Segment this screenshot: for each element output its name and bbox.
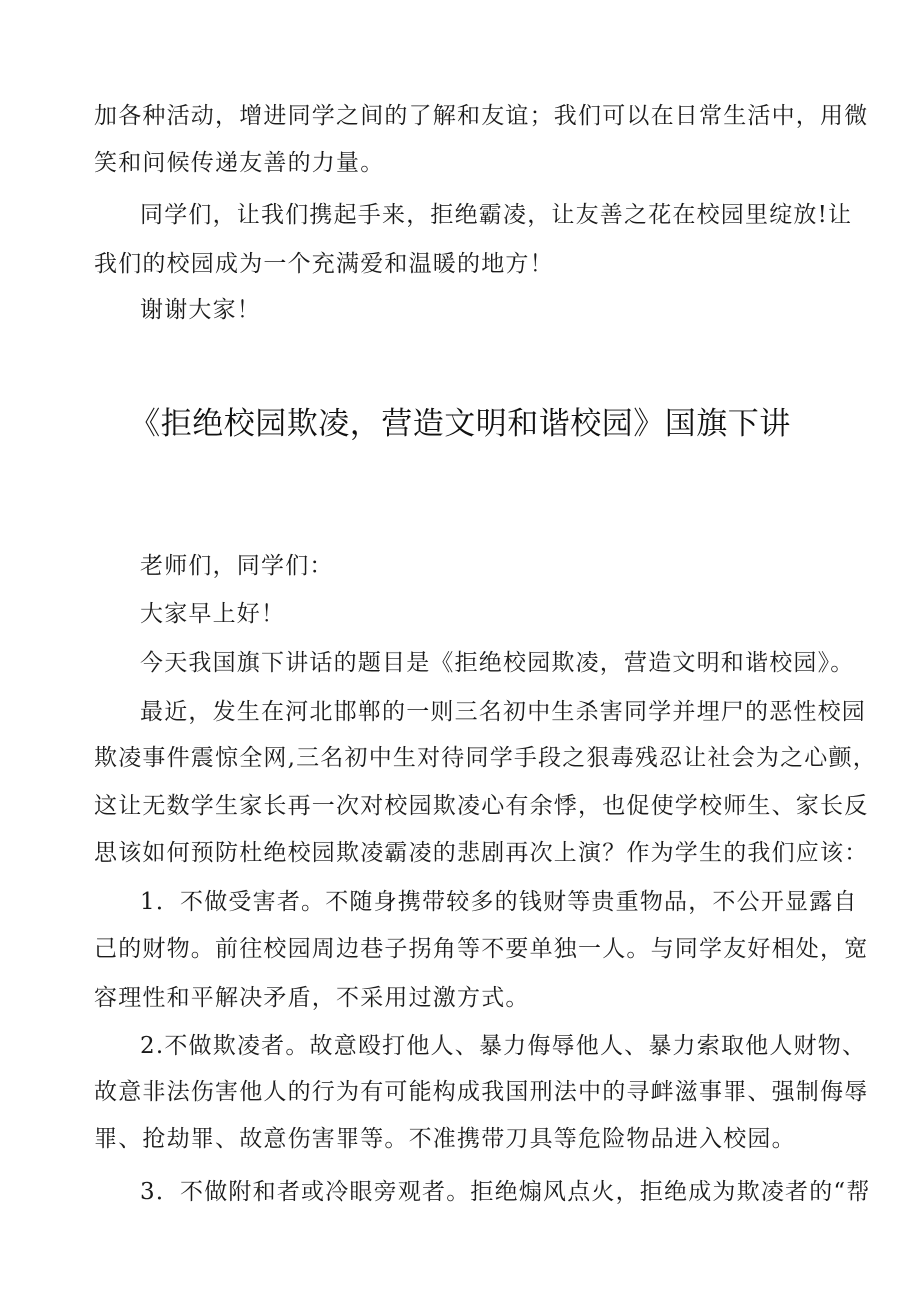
point-three-line: 3．不做附和者或冷眼旁观者。拒绝煽风点火，拒绝成为欺凌者的“帮	[140, 1179, 871, 1205]
point-two-line: 2.不做欺凌者。故意殴打他人、暴力侮辱他人、暴力索取他人财物、	[140, 1033, 867, 1059]
speech-title: 《拒绝校园欺凌，营造文明和谐校园》国旗下讲	[129, 406, 791, 442]
point-two-line: 故意非法伤害他人的行为有可能构成我国刑法中的寻衅滋事罪、强制侮辱	[94, 1079, 869, 1105]
closing-thanks: 谢谢大家！	[140, 297, 261, 323]
topic-line: 今天我国旗下讲话的题目是《拒绝校园欺凌，营造文明和谐校园》。	[140, 650, 855, 676]
paragraph-line: 笑和问候传递友善的力量。	[94, 150, 385, 176]
morning-greeting: 大家早上好！	[140, 601, 286, 627]
paragraph-line: 同学们，让我们携起手来，拒绝霸凌，让友善之花在校园里绽放!让	[140, 202, 853, 228]
point-two-line: 罪、抢劫罪、故意伤害罪等。不准携带刀具等危险物品进入校园。	[94, 1126, 796, 1152]
paragraph-line: 思该如何预防杜绝校园欺凌霸凌的悲剧再次上演？作为学生的我们应该：	[94, 840, 869, 866]
point-one-line: 1．不做受害者。不随身携带较多的钱财等贵重物品，不公开显露自	[140, 889, 858, 915]
point-one-line: 容理性和平解决矛盾，不采用过激方式。	[94, 985, 530, 1011]
point-one-line: 己的财物。前往校园周边巷子拐角等不要单独一人。与同学友好相处，宽	[94, 936, 869, 962]
paragraph-line: 我们的校园成为一个充满爱和温暖的地方！	[94, 251, 554, 277]
paragraph-line: 欺凌事件震惊全网,三名初中生对待同学手段之狠毒残忍让社会为之心颤，	[94, 745, 877, 771]
paragraph-line: 最近，发生在河北邯郸的一则三名初中生杀害同学并埋尸的恶性校园	[140, 699, 866, 725]
paragraph-line: 这让无数学生家长再一次对校园欺凌心有余悸，也促使学校师生、家长反	[94, 793, 869, 819]
greeting: 老师们，同学们：	[140, 553, 334, 579]
paragraph-line: 加各种活动，增进同学之间的了解和友谊；我们可以在日常生活中，用微	[94, 103, 869, 129]
